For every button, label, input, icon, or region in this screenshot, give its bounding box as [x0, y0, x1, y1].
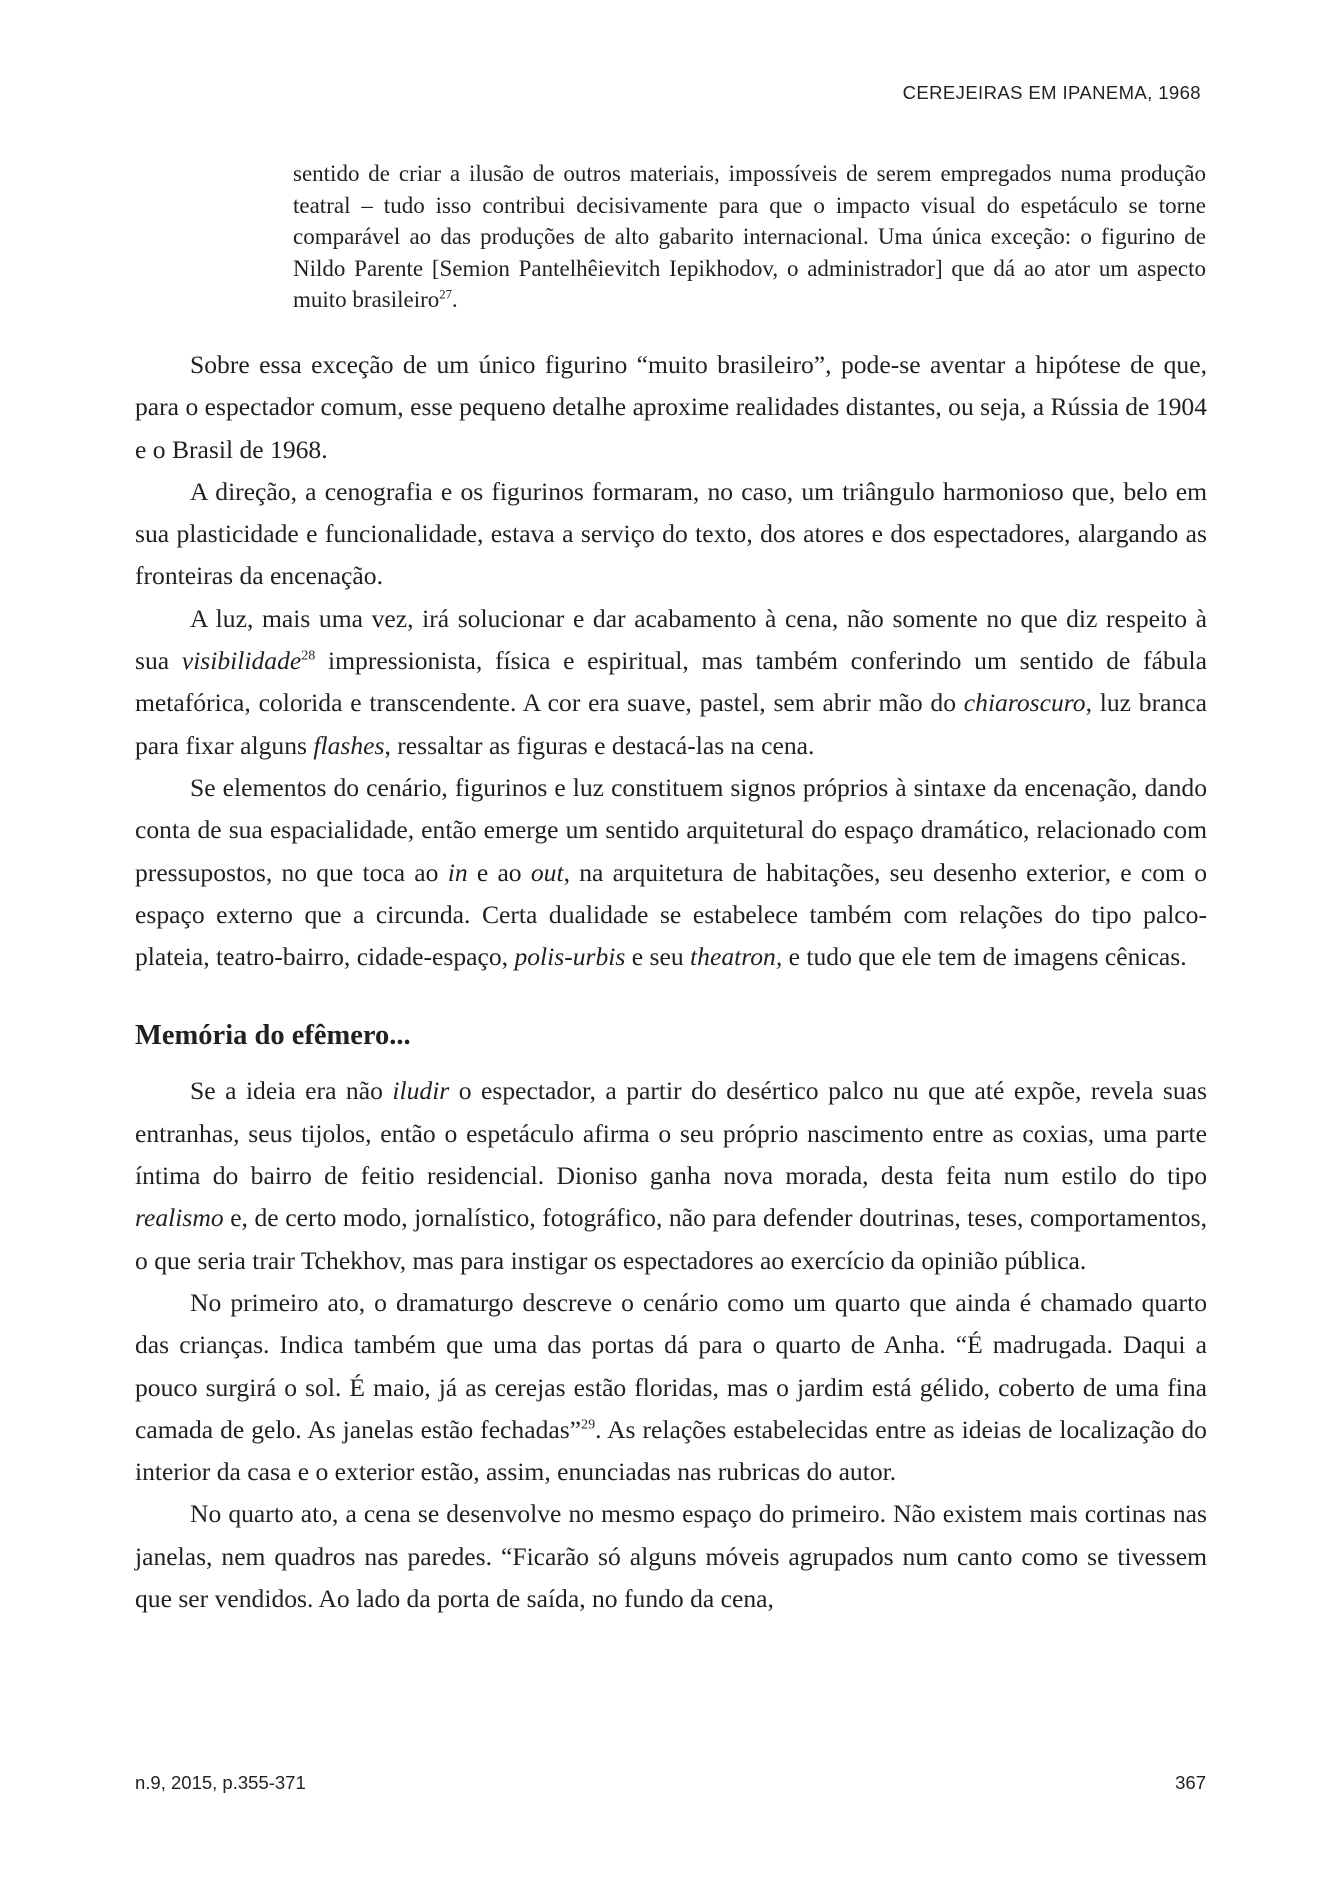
quote-text: sentido de criar a ilusão de outros materiais, impossíveis de serem empregados numa produção teatral – tudo isso contribui decisivamente para que o impacto visual do espetáculo se torne comparável ao das produções de alto gabarito internacional. Uma única exceção: o figurino de Nildo Parente [Semion Pantelhêievitch Iepikhodov, o administrador] que dá ao ator um aspecto muito brasileiro: [293, 161, 1206, 313]
footnote-ref-29[interactable]: 29: [581, 1416, 596, 1433]
paragraph-3: [135, 598, 1207, 767]
block-quote: [293, 158, 1206, 316]
paragraph-6: [135, 1282, 1207, 1493]
paragraph-4: [135, 767, 1207, 978]
paragraph-4-text-c: e ao: [467, 857, 531, 887]
journal-citation: n.9, 2015, p.355-371: [135, 1772, 306, 1793]
page-content: [135, 158, 1207, 1620]
paragraph-5-text-a: Se a ideia era não: [190, 1076, 393, 1106]
footnote-ref-28[interactable]: 28: [301, 647, 316, 664]
paragraph-7: No quarto ato, a cena se desenvolve no mesmo espaço do primeiro. Não existem mais cortinas nas janelas, nem quadros nas paredes. “Ficarão só alguns móveis agrupados num canto como se tivessem que ser vendidos. Ao lado da porta de saída, no fundo da cena,: [135, 1499, 1207, 1613]
paragraph-4-text-a: Se elementos do cenário, figurinos e luz constituem signos próprios à sintaxe da encenação, dando conta de sua espacialidade, então emerge um sentido arquitetural do espaço dramático, relacionado com pressupostos, no que toca ao: [135, 772, 1207, 887]
term-realismo: realismo: [135, 1203, 224, 1233]
paragraph-3-text-a: A luz, mais uma vez, irá solucionar e dar acabamento à cena, não somente no que diz respeito à sua: [135, 603, 1207, 676]
term-visibilidade: visibilidade: [181, 646, 302, 676]
paragraph-6-text-a: No primeiro ato, o dramaturgo descreve o cenário como um quarto que ainda é chamado quarto das crianças. Indica também que uma das portas dá para o quarto de Anha. “É madrugada. Daqui a pouco surgirá o sol. É maio, já as cerejas estão floridas, mas o jardim está gélido, coberto de uma fina camada de gelo. As janelas estão fechadas”: [135, 1287, 1207, 1444]
paragraph-5-text-c: o espectador, a partir do desértico palco nu que até expõe, revela suas entranhas, seus tijolos, então o espetáculo afirma o seu próprio nascimento entre as coxias, uma parte íntima do bairro de feitio residencial. Dioniso ganha nova morada, desta feita num estilo do tipo: [135, 1076, 1207, 1191]
term-in: in: [447, 857, 468, 887]
term-out: out: [530, 857, 564, 887]
footnote-ref-27[interactable]: 27: [439, 287, 452, 302]
term-flashes: flashes: [313, 730, 385, 760]
paragraph-6-text-b: . As relações estabelecidas entre as ideias de localização do interior da casa e o exterior estão, assim, enunciadas nas rubricas do autor.: [135, 1414, 1207, 1487]
quote-end: .: [451, 287, 458, 313]
paragraph-4-text-g: e seu: [625, 942, 691, 972]
paragraph-2: A direção, a cenografia e os figurinos formaram, no caso, um triângulo harmonioso que, belo em sua plasticidade e funcionalidade, estava a serviço do texto, dos atores e dos espectadores, alargando as fronteiras da encenação.: [135, 476, 1207, 591]
page-number: 367: [1175, 1772, 1206, 1793]
section-heading: Memória do efêmero...: [135, 1020, 411, 1052]
term-iludir: iludir: [392, 1076, 450, 1106]
running-header: CEREJEIRAS EM IPANEMA, 1968: [902, 82, 1201, 103]
paragraph-5: [135, 1070, 1207, 1281]
term-theatron: theatron,: [690, 942, 783, 972]
paragraph-5-text-e: e, de certo modo, jornalístico, fotográfico, não para defender doutrinas, teses, comportamentos, o que seria trair Tchekhov, mas para instigar os espectadores ao exercício da opinião pública.: [135, 1203, 1207, 1275]
term-chiaroscuro: chiaroscuro: [963, 688, 1086, 718]
paragraph-1: Sobre essa exceção de um único figurino “muito brasileiro”, pode-se aventar a hipótese de que, para o espectador comum, esse pequeno detalhe aproxime realidades distantes, ou seja, a Rússia de 1904 e o Brasil de 1968.: [135, 349, 1207, 464]
paragraph-3-text-c: impressionista, física e espiritual, mas também conferindo um sentido de fábula metafórica, colorida e transcendente. A cor era suave, pastel, sem abrir mão do: [135, 646, 1208, 718]
paragraph-3-text-e: , luz branca para fixar alguns: [135, 688, 1207, 760]
paragraph-3-text-g: , ressaltar as figuras e destacá-las na cena.: [384, 730, 815, 760]
term-polis-urbis: polis-urbis: [514, 942, 626, 972]
paragraph-4-text-i: e tudo que ele tem de imagens cênicas.: [782, 942, 1187, 972]
paragraph-4-text-e: , na arquitetura de habitações, seu desenho exterior, e com o espaço externo que a circunda. Certa dualidade se estabelece também com relações do tipo palco-plateia, teatro-bairro, cidade-espaço,: [135, 857, 1207, 972]
